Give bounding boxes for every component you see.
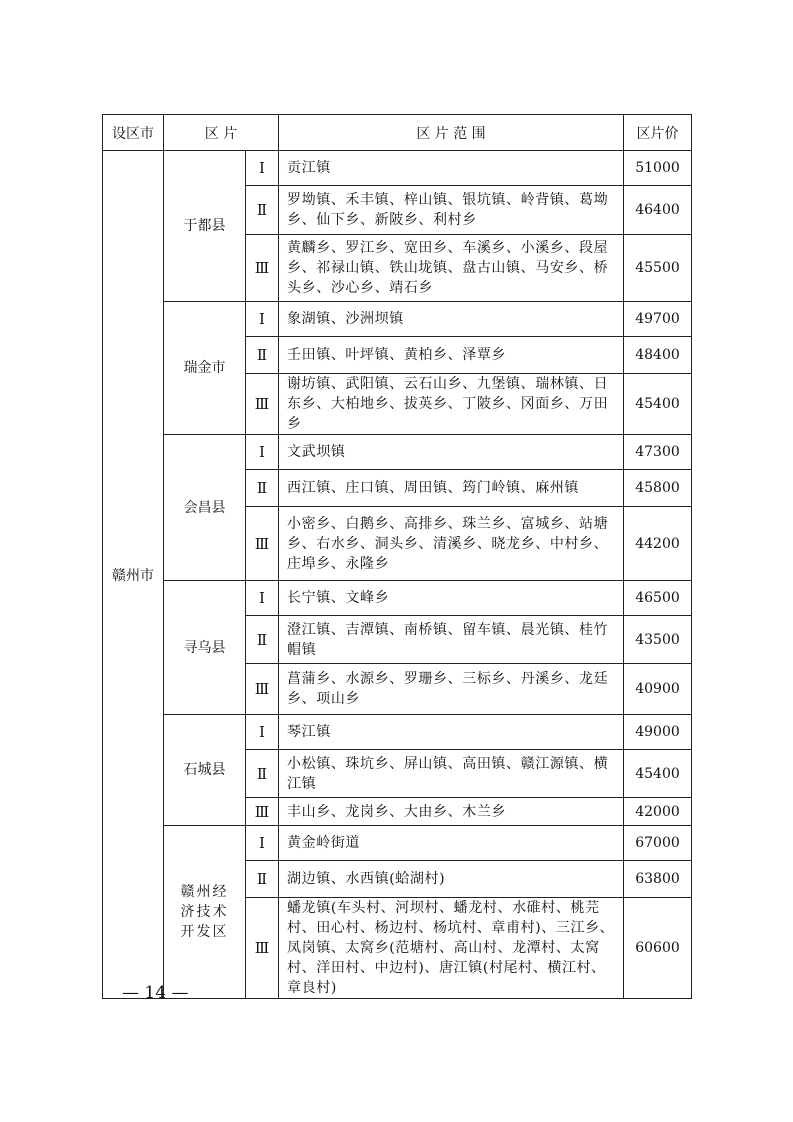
level-cell: Ⅰ [246,581,279,616]
price-cell: 49000 [624,715,692,750]
range-cell: 蟠龙镇(车头村、河坝村、蟠龙村、水碓村、桃芫村、田心村、杨边村、杨坑村、章甫村)、三江乡、凤岗镇、太窝乡(范塘村、高山村、龙潭村、太窝村、洋田村、中边村)、唐江镇(村尾村、横江村、章良村) [279,898,624,999]
table-row [103,435,692,470]
range-cell: 小密乡、白鹅乡、高排乡、珠兰乡、富城乡、站塘乡、右水乡、洞头乡、清溪乡、晓龙乡、中村乡、庄埠乡、永隆乡 [279,507,624,581]
table-row [103,826,692,861]
county-cell: 会昌县 [164,435,246,581]
county-cell: 瑞金市 [164,302,246,435]
level-cell: Ⅲ [246,507,279,581]
table-body [103,151,692,999]
price-cell: 44200 [624,507,692,581]
range-cell: 罗坳镇、禾丰镇、梓山镇、银坑镇、岭背镇、葛坳乡、仙下乡、新陂乡、利村乡 [279,186,624,235]
level-cell: Ⅱ [246,616,279,664]
header-range: 区 片 范 围 [279,115,624,151]
price-cell: 48400 [624,337,692,374]
level-cell: Ⅱ [246,861,279,898]
level-cell: Ⅱ [246,470,279,507]
level-cell: Ⅲ [246,898,279,999]
level-cell: Ⅱ [246,337,279,374]
price-cell: 49700 [624,302,692,337]
county-cell: 寻乌县 [164,581,246,715]
range-cell: 黄麟乡、罗江乡、宽田乡、车溪乡、小溪乡、段屋乡、祁禄山镇、铁山垅镇、盘古山镇、马安乡、桥头乡、沙心乡、靖石乡 [279,235,624,302]
county-cell: 于都县 [164,151,246,302]
range-cell: 小松镇、珠坑乡、屏山镇、高田镇、赣江源镇、横江镇 [279,750,624,798]
range-cell: 琴江镇 [279,715,624,750]
price-cell: 47300 [624,435,692,470]
level-cell: Ⅰ [246,826,279,861]
land-price-table [102,114,692,999]
range-cell: 象湖镇、沙洲坝镇 [279,302,624,337]
level-cell: Ⅲ [246,664,279,715]
range-cell: 长宁镇、文峰乡 [279,581,624,616]
page-number: — 14 — [122,983,189,1003]
level-cell: Ⅰ [246,715,279,750]
price-cell: 60600 [624,898,692,999]
level-cell: Ⅱ [246,750,279,798]
price-cell: 40900 [624,664,692,715]
level-cell: Ⅱ [246,186,279,235]
range-cell: 谢坊镇、武阳镇、云石山乡、九堡镇、瑞林镇、日东乡、大柏地乡、拔英乡、丁陂乡、冈面乡、万田乡 [279,374,624,435]
price-cell: 63800 [624,861,692,898]
range-cell: 菖蒲乡、水源乡、罗珊乡、三标乡、丹溪乡、龙廷乡、项山乡 [279,664,624,715]
price-cell: 43500 [624,616,692,664]
price-cell: 45800 [624,470,692,507]
table-row [103,715,692,750]
price-cell: 51000 [624,151,692,186]
range-cell: 澄江镇、吉潭镇、南桥镇、留车镇、晨光镇、桂竹帽镇 [279,616,624,664]
level-cell: Ⅰ [246,151,279,186]
header-row [103,115,692,151]
header-zone: 区 片 [164,115,279,151]
range-cell: 湖边镇、水西镇(蛤湖村) [279,861,624,898]
price-cell: 46400 [624,186,692,235]
price-cell: 46500 [624,581,692,616]
county-cell: 石城县 [164,715,246,826]
price-cell: 45400 [624,750,692,798]
table-row [103,581,692,616]
county-cell: 赣州经济技术开发区 [164,826,246,999]
range-cell: 壬田镇、叶坪镇、黄柏乡、泽覃乡 [279,337,624,374]
range-cell: 贡江镇 [279,151,624,186]
range-cell: 丰山乡、龙岗乡、大由乡、木兰乡 [279,798,624,826]
level-cell: Ⅲ [246,798,279,826]
price-cell: 67000 [624,826,692,861]
level-cell: Ⅰ [246,435,279,470]
header-price: 区片价 [624,115,692,151]
level-cell: Ⅲ [246,374,279,435]
city-cell: 赣州市 [103,151,164,999]
level-cell: Ⅰ [246,302,279,337]
header-city: 设区市 [103,115,164,151]
range-cell: 文武坝镇 [279,435,624,470]
range-cell: 黄金岭街道 [279,826,624,861]
price-cell: 45400 [624,374,692,435]
level-cell: Ⅲ [246,235,279,302]
range-cell: 西江镇、庄口镇、周田镇、筠门岭镇、麻州镇 [279,470,624,507]
price-cell: 45500 [624,235,692,302]
price-cell: 42000 [624,798,692,826]
table-row [103,302,692,337]
table-row [103,151,692,186]
